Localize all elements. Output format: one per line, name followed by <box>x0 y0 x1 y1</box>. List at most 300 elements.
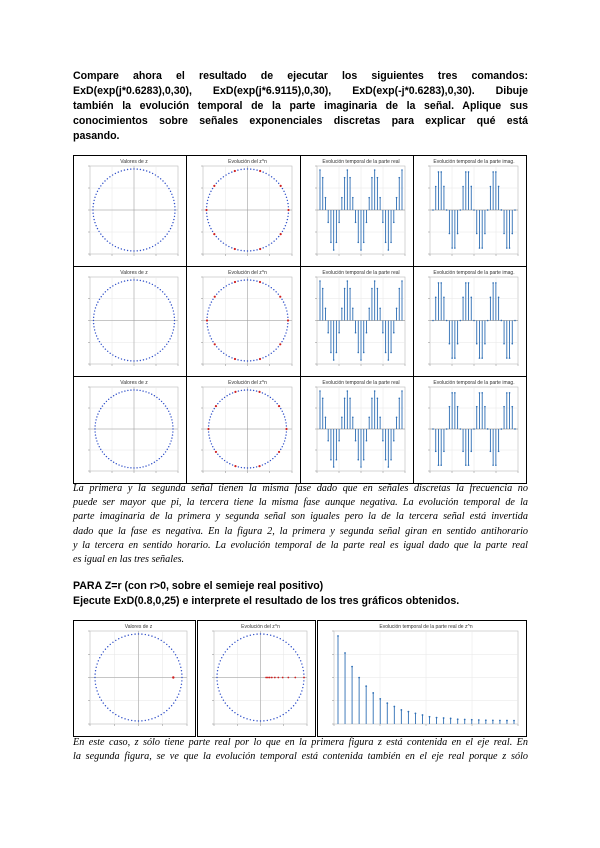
stem-marker <box>484 343 486 345</box>
unit-circle-point <box>247 250 248 251</box>
zn-point <box>215 451 217 453</box>
plot-title: Evolución del z^n <box>228 380 267 386</box>
figure2-valores-z <box>73 620 196 737</box>
zn-point <box>287 209 289 211</box>
unit-circle-point <box>98 693 99 694</box>
unit-circle-point <box>303 670 304 671</box>
unit-circle-point <box>162 348 163 349</box>
unit-circle-point <box>172 222 173 223</box>
stem-marker <box>336 352 338 354</box>
unit-circle-point <box>172 425 173 426</box>
zn-point <box>265 677 267 679</box>
unit-circle-point <box>101 700 102 701</box>
unit-circle-point <box>181 680 182 681</box>
unit-circle-point <box>288 206 289 207</box>
stem-marker <box>446 320 448 322</box>
stem-marker <box>357 352 359 354</box>
unit-circle-point <box>158 638 159 639</box>
unit-circle-point <box>101 654 102 655</box>
stem-marker <box>462 186 464 188</box>
unit-circle-point <box>110 710 111 711</box>
zn-point <box>259 248 261 250</box>
stem-marker <box>490 451 492 453</box>
stem-marker <box>385 242 387 244</box>
stem-marker <box>398 397 400 399</box>
unit-circle-point <box>166 644 167 645</box>
stem-marker <box>390 352 392 354</box>
unit-circle-point <box>267 634 268 635</box>
explanation-paragraph-2 <box>73 736 528 764</box>
stem-marker <box>366 222 368 224</box>
unit-circle-point <box>265 284 266 285</box>
figure-r2-c1-svg <box>74 267 186 376</box>
unit-circle-point <box>210 228 211 229</box>
figure2-parte-real <box>317 620 527 737</box>
unit-circle-point <box>231 357 232 358</box>
unit-circle-point <box>247 279 248 280</box>
unit-circle-point <box>173 702 174 703</box>
unit-circle-point <box>282 188 283 189</box>
figure-r1-c3-svg <box>301 156 413 266</box>
unit-circle-point <box>227 649 228 650</box>
unit-circle-point <box>154 354 155 355</box>
stem-marker <box>462 451 464 453</box>
unit-circle-point <box>174 216 175 217</box>
unit-circle-point <box>139 390 140 391</box>
unit-circle-point <box>152 356 153 357</box>
unit-circle-point <box>232 392 233 393</box>
unit-circle-point <box>214 449 215 450</box>
unit-circle-point <box>163 403 164 404</box>
stem-marker <box>460 320 462 322</box>
unit-circle-point <box>208 307 209 308</box>
unit-circle-point <box>228 284 229 285</box>
unit-circle-point <box>287 326 288 327</box>
zn-point <box>206 319 208 321</box>
stem-marker <box>492 720 494 722</box>
unit-circle-point <box>173 329 174 330</box>
stem-marker <box>501 209 503 211</box>
unit-circle-point <box>96 440 97 441</box>
unit-circle-point <box>285 642 286 643</box>
unit-circle-point <box>250 635 251 636</box>
unit-circle-point <box>273 289 274 290</box>
unit-circle-point <box>208 431 209 432</box>
stem-marker <box>363 242 365 244</box>
stem-marker <box>386 702 388 704</box>
unit-circle-point <box>285 194 286 195</box>
stem-marker <box>401 390 403 392</box>
unit-circle-point <box>142 390 143 391</box>
unit-circle-point <box>141 633 142 634</box>
zn-point <box>215 405 217 407</box>
stem-marker <box>396 416 398 418</box>
unit-circle-point <box>100 408 101 409</box>
unit-circle-point <box>208 222 209 223</box>
unit-circle-point <box>272 399 273 400</box>
unit-circle-point <box>265 173 266 174</box>
unit-circle-point <box>151 463 152 464</box>
unit-circle-point <box>250 719 251 720</box>
stem-marker <box>438 171 440 173</box>
unit-circle-point <box>284 416 285 417</box>
unit-circle-point <box>240 716 241 717</box>
zn-point <box>287 677 289 679</box>
stem-marker <box>385 352 387 354</box>
unit-circle-point <box>105 291 106 292</box>
stem-marker <box>470 186 472 188</box>
unit-circle-point <box>124 280 125 281</box>
unit-circle-point <box>208 197 209 198</box>
unit-circle-point <box>110 397 111 398</box>
unit-circle-point <box>256 359 257 360</box>
stem-marker <box>514 209 516 211</box>
unit-circle-point <box>278 346 279 347</box>
zn-point <box>214 296 216 298</box>
unit-circle-point <box>180 687 181 688</box>
section-instruction: Ejecute ExD(0.8,0,25) e interprete el resultado de los tres gráficos obtenidos. <box>73 595 460 607</box>
unit-circle-point <box>169 443 170 444</box>
unit-circle-point <box>95 684 96 685</box>
unit-circle-point <box>134 720 135 721</box>
unit-circle-point <box>108 399 109 400</box>
figure-r3-c4-svg <box>414 377 526 483</box>
stem-marker <box>379 197 381 199</box>
unit-circle-point <box>110 644 111 645</box>
unit-circle-point <box>118 464 119 465</box>
stem-marker <box>509 392 511 394</box>
stem-marker <box>366 332 368 334</box>
unit-circle-point <box>181 673 182 674</box>
unit-circle-point <box>270 719 271 720</box>
stem-marker <box>393 440 395 442</box>
unit-circle-point <box>96 667 97 668</box>
unit-circle-point <box>167 449 168 450</box>
unit-circle-point <box>286 425 287 426</box>
stem-marker <box>388 359 390 361</box>
stem-marker <box>443 186 445 188</box>
unit-circle-point <box>118 282 119 283</box>
stem-marker <box>513 720 515 722</box>
stem-marker <box>478 719 480 721</box>
unit-circle-point <box>287 216 288 217</box>
stem-marker <box>365 685 367 687</box>
unit-circle-point <box>221 399 222 400</box>
unit-circle-point <box>165 451 166 452</box>
unit-circle-point <box>118 247 119 248</box>
unit-circle-point <box>218 667 219 668</box>
unit-circle-point <box>136 467 137 468</box>
stem-marker <box>503 406 505 408</box>
stem-marker <box>363 459 365 461</box>
unit-circle-point <box>171 194 172 195</box>
unit-circle-point <box>174 203 175 204</box>
stem-marker <box>473 428 475 430</box>
unit-circle-point <box>285 434 286 435</box>
plot-title: Evolución temporal de la parte imag. <box>433 270 515 276</box>
stem-marker <box>454 357 456 359</box>
unit-circle-point <box>280 408 281 409</box>
unit-circle-point <box>225 651 226 652</box>
unit-circle-point <box>172 197 173 198</box>
unit-circle-point <box>209 225 210 226</box>
stem-marker <box>393 332 395 334</box>
stem-marker <box>476 343 478 345</box>
unit-circle-point <box>226 285 227 286</box>
unit-circle-point <box>238 466 239 467</box>
unit-circle-point <box>206 203 207 204</box>
unit-circle-point <box>96 304 97 305</box>
unit-circle-point <box>148 719 149 720</box>
unit-circle-point <box>95 422 96 423</box>
unit-circle-point <box>99 657 100 658</box>
stem-marker <box>435 186 437 188</box>
stem-marker <box>435 451 437 453</box>
figure-r1-c4 <box>413 155 527 267</box>
unit-circle-point <box>250 250 251 251</box>
unit-circle-point <box>276 454 277 455</box>
plot-title: Valores de z <box>124 624 153 630</box>
unit-circle-point <box>168 299 169 300</box>
unit-circle-point <box>97 338 98 339</box>
stem-marker <box>352 197 354 199</box>
unit-circle-point <box>94 310 95 311</box>
unit-circle-point <box>262 357 263 358</box>
unit-circle-point <box>140 250 141 251</box>
stem-marker <box>451 392 453 394</box>
stem-marker <box>487 209 489 211</box>
intro-line: ExD(exp(j*0.6283),0,30), ExD(exp(j*6.9115),0,30), ExD(exp(-j*0.6283),0,30). Dibuje <box>73 85 528 97</box>
unit-circle-point <box>95 434 96 435</box>
explanation-paragraph-1 <box>73 482 528 567</box>
unit-circle-point <box>145 465 146 466</box>
unit-circle-point <box>100 449 101 450</box>
unit-circle-point <box>282 411 283 412</box>
unit-circle-point <box>262 392 263 393</box>
unit-circle-point <box>218 687 219 688</box>
unit-circle-point <box>267 720 268 721</box>
zn-point <box>271 677 273 679</box>
unit-circle-point <box>107 708 108 709</box>
stem-marker <box>438 464 440 466</box>
stem-marker <box>471 719 473 721</box>
unit-circle-point <box>112 712 113 713</box>
unit-circle-point <box>146 358 147 359</box>
unit-circle-point <box>108 458 109 459</box>
unit-circle-point <box>276 238 277 239</box>
unit-circle-point <box>121 170 122 171</box>
unit-circle-point <box>240 250 241 251</box>
unit-circle-point <box>96 663 97 664</box>
unit-circle-point <box>112 642 113 643</box>
unit-circle-point <box>268 285 269 286</box>
unit-circle-point <box>260 633 261 634</box>
unit-circle-point <box>173 200 174 201</box>
unit-circle-point <box>159 399 160 400</box>
unit-circle-point <box>216 680 217 681</box>
unit-circle-point <box>124 249 125 250</box>
unit-circle-point <box>104 238 105 239</box>
unit-circle-point <box>250 467 251 468</box>
figure-r2-c1 <box>73 266 187 377</box>
unit-circle-point <box>130 279 131 280</box>
unit-circle-point <box>160 351 161 352</box>
unit-circle-point <box>145 720 146 721</box>
stem-marker <box>432 428 434 430</box>
unit-circle-point <box>143 359 144 360</box>
stem-marker <box>366 440 368 442</box>
figure-r3-c1-svg <box>74 377 186 483</box>
stem-marker <box>465 282 467 284</box>
unit-circle-point <box>262 464 263 465</box>
unit-circle-point <box>283 714 284 715</box>
stem-marker <box>470 451 472 453</box>
stem-marker <box>498 186 500 188</box>
unit-circle-point <box>179 690 180 691</box>
stem-marker <box>468 464 470 466</box>
unit-circle-point <box>286 310 287 311</box>
zn-point <box>287 319 289 321</box>
unit-circle-point <box>247 467 248 468</box>
unit-circle-point <box>224 397 225 398</box>
unit-circle-point <box>177 697 178 698</box>
unit-circle-point <box>206 323 207 324</box>
stem-marker <box>368 197 370 199</box>
zn-point <box>258 391 260 393</box>
unit-circle-point <box>211 301 212 302</box>
unit-circle-point <box>124 169 125 170</box>
zn-point <box>234 248 236 250</box>
unit-circle-point <box>218 348 219 349</box>
unit-circle-point <box>282 446 283 447</box>
zn-point <box>294 677 296 679</box>
unit-circle-point <box>238 390 239 391</box>
stem-marker <box>490 186 492 188</box>
unit-circle-point <box>237 359 238 360</box>
unit-circle-point <box>115 284 116 285</box>
unit-circle-point <box>295 651 296 652</box>
unit-circle-point <box>95 332 96 333</box>
unit-circle-point <box>221 697 222 698</box>
unit-circle-point <box>133 279 134 280</box>
unit-circle-point <box>161 640 162 641</box>
stem-marker <box>371 288 373 290</box>
unit-circle-point <box>169 338 170 339</box>
stem-marker <box>327 222 329 224</box>
unit-circle-point <box>101 344 102 345</box>
unit-circle-point <box>207 326 208 327</box>
unit-circle-point <box>93 317 94 318</box>
unit-circle-point <box>270 460 271 461</box>
unit-circle-point <box>131 720 132 721</box>
unit-circle-point <box>271 353 272 354</box>
unit-circle-point <box>302 667 303 668</box>
unit-circle-point <box>124 635 125 636</box>
stem-marker <box>336 459 338 461</box>
unit-circle-point <box>244 168 245 169</box>
unit-circle-point <box>210 440 211 441</box>
unit-circle-point <box>104 403 105 404</box>
unit-circle-point <box>156 460 157 461</box>
stem-marker <box>344 397 346 399</box>
stem-marker <box>363 352 365 354</box>
unit-circle-point <box>161 401 162 402</box>
unit-circle-point <box>285 332 286 333</box>
unit-circle-point <box>173 310 174 311</box>
unit-circle-point <box>94 428 95 429</box>
unit-circle-point <box>164 346 165 347</box>
figure2-parte-real-svg <box>318 621 526 736</box>
unit-circle-point <box>157 176 158 177</box>
unit-circle-point <box>166 296 167 297</box>
stem-marker <box>487 428 489 430</box>
unit-circle-point <box>260 720 261 721</box>
unit-circle-point <box>223 242 224 243</box>
unit-circle-point <box>211 443 212 444</box>
unit-circle-point <box>127 169 128 170</box>
stem-marker <box>506 720 508 722</box>
unit-circle-point <box>256 720 257 721</box>
unit-circle-point <box>288 213 289 214</box>
stem-marker <box>377 397 379 399</box>
unit-circle-point <box>95 670 96 671</box>
unit-circle-point <box>208 332 209 333</box>
stem-marker <box>422 714 424 716</box>
unit-circle-point <box>256 249 257 250</box>
stem-marker <box>396 308 398 310</box>
unit-circle-point <box>219 456 220 457</box>
unit-circle-point <box>115 356 116 357</box>
unit-circle-point <box>174 213 175 214</box>
stem-marker <box>379 698 381 700</box>
zn-point <box>205 209 207 211</box>
unit-circle-point <box>160 178 161 179</box>
unit-circle-point <box>171 649 172 650</box>
unit-circle-point <box>268 174 269 175</box>
unit-circle-point <box>127 467 128 468</box>
stem-marker <box>385 459 387 461</box>
unit-circle-point <box>163 454 164 455</box>
unit-circle-point <box>104 180 105 181</box>
figure-r2-c2-svg <box>187 267 300 376</box>
unit-circle-point <box>271 287 272 288</box>
unit-circle-point <box>267 462 268 463</box>
unit-circle-point <box>265 246 266 247</box>
zn-point <box>214 343 216 345</box>
stem-marker <box>360 466 362 468</box>
unit-circle-point <box>99 341 100 342</box>
unit-circle-point <box>109 353 110 354</box>
unit-circle-point <box>280 449 281 450</box>
unit-circle-point <box>212 231 213 232</box>
unit-circle-point <box>110 460 111 461</box>
stem-marker <box>432 320 434 322</box>
unit-circle-point <box>136 279 137 280</box>
unit-circle-point <box>171 437 172 438</box>
unit-circle-point <box>283 413 284 414</box>
unit-circle-point <box>228 246 229 247</box>
stem-marker <box>351 666 353 668</box>
unit-circle-point <box>121 717 122 718</box>
figure-r3-c2 <box>186 376 301 484</box>
unit-circle-point <box>154 285 155 286</box>
stem-marker <box>449 233 451 235</box>
plot-title: Evolución del z^n <box>228 270 267 276</box>
unit-circle-point <box>237 280 238 281</box>
stem-marker <box>390 242 392 244</box>
stem-marker <box>436 717 438 719</box>
unit-circle-point <box>283 338 284 339</box>
